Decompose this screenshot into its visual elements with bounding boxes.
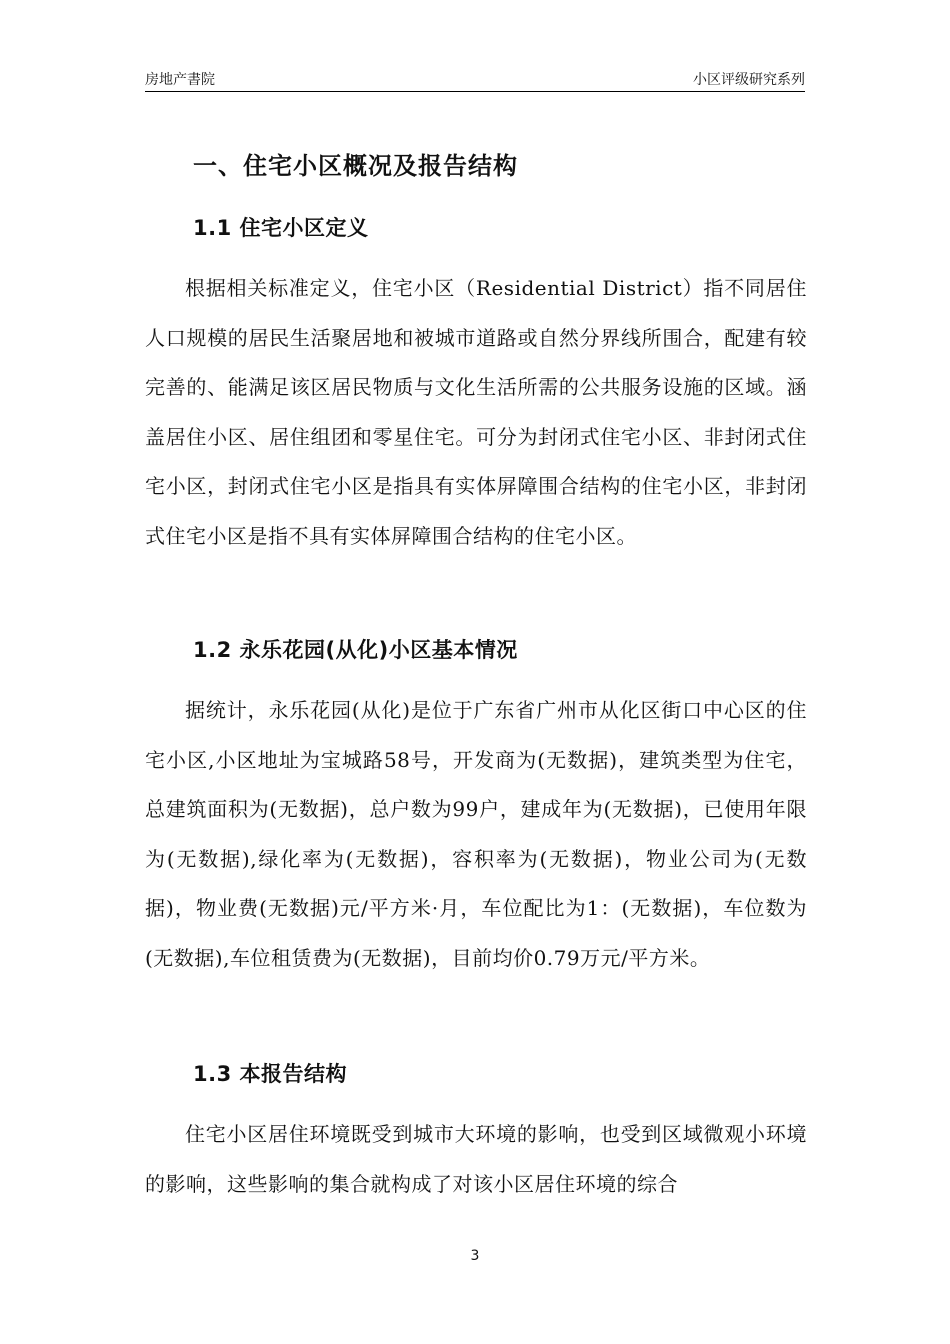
paragraph-basic-info: 据统计，永乐花园(从化)是位于广东省广州市从化区街口中心区的住宅小区,小区地址为宝城路58号，开发商为(无数据)，建筑类型为住宅，总建筑面积为(无数据)，总户数为99户，建成年为(无数据)，已使用年限为(无数据),绿化率为(无数据)，容积率为(无数据)，物业公司为(无数据)，物业费(无数据)元/平方米·月，车位配比为1：(无数据)，车位数为(无数据),车位租赁费为(无数据)，目前均价0.79万元/平方米。 [145, 698, 807, 970]
subsection-heading-1-1: 1.1 住宅小区定义 [193, 216, 369, 240]
page-header [145, 67, 805, 92]
page-number: 3 [470, 1248, 480, 1264]
subsection-heading-1-3: 1.3 本报告结构 [193, 1062, 348, 1086]
section-title: 一、住宅小区概况及报告结构 [193, 152, 518, 180]
subsection-heading-1-2: 1.2 永乐花园(从化)小区基本情况 [193, 638, 518, 662]
paragraph-report-structure: 住宅小区居住环境既受到城市大环境的影响，也受到区域微观小环境的影响，这些影响的集合就构成了对该小区居住环境的综合 [145, 1122, 807, 1196]
paragraph-definition: 根据相关标准定义，住宅小区（Residential District）指不同居住人口规模的居民生活聚居地和被城市道路或自然分界线所围合，配建有较完善的、能满足该区居民物质与文化生活所需的公共服务设施的区域。涵盖居住小区、居住组团和零星住宅。可分为封闭式住宅小区、非封闭式住宅小区，封闭式住宅小区是指具有实体屏障围合结构的住宅小区，非封闭式住宅小区是指不具有实体屏障围合结构的住宅小区。 [145, 276, 807, 548]
header-right-title: 小区评级研究系列 [693, 72, 805, 88]
header-left-title: 房地产書院 [145, 72, 215, 88]
